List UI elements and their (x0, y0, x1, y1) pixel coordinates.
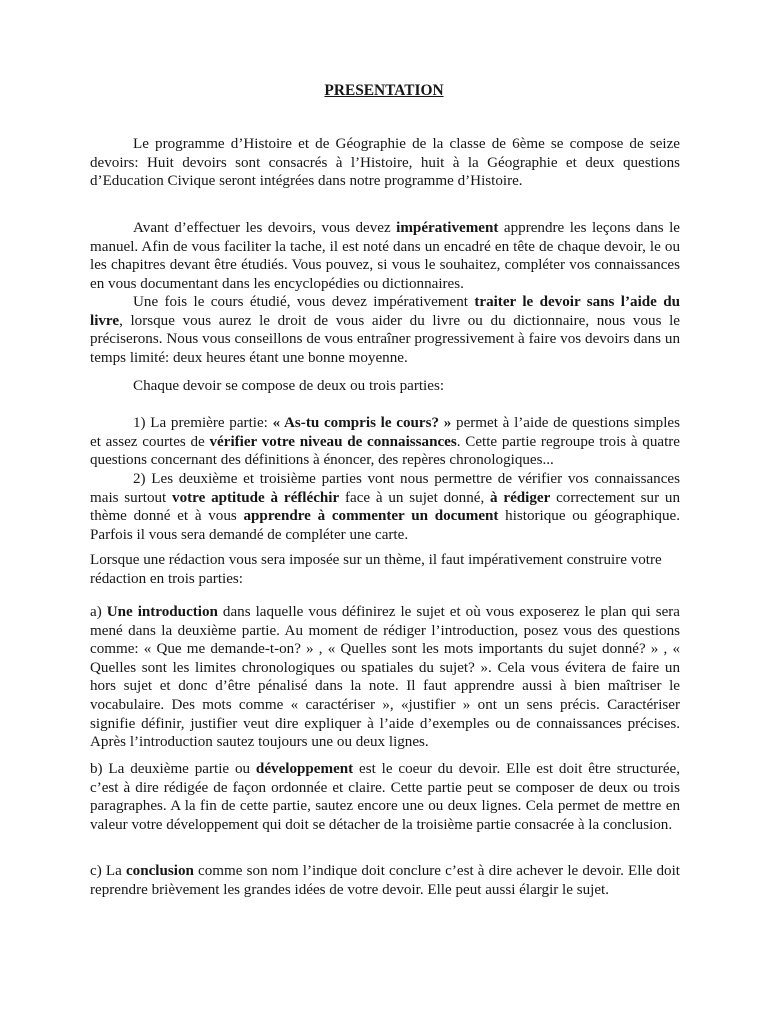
paragraph-development: b) La deuxième partie ou développement est le coeur du devoir. Elle est doit être structurée, c’est à dire rédigée de façon ordonnée et claire. Cette partie peut se composer de deux ou trois paragraphes. A la fin de cette partie, sautez encore une ou deux lignes. Cela permet de mettre en valeur votre développement qui doit se détacher de la troisième partie consacrée à la conclusion. (90, 761, 680, 833)
page-title: PRESENTATION (324, 82, 444, 99)
bold-text: vérifier votre niveau de connaissances (209, 433, 457, 450)
bold-text: Une introduction (106, 604, 218, 620)
paragraph-program: Le programme d’Histoire et de Géographie de la classe de 6ème se compose de seize devoirs: Huit devoirs sont consacrés à l’Histoire, huit à la Géographie et deux questions d’Education Civique seront intégrées dans notre programme d’Histoire. (90, 136, 680, 190)
paragraph-parts-intro: Chaque devoir se compose de deux ou trois parties: (133, 378, 445, 394)
bold-text: développement (255, 761, 354, 777)
paragraph-conclusion: c) La conclusion comme son nom l’indique doit conclure c’est à dire achever le devoir. Elle doit reprendre brièvement les grandes idées de votre devoir. Elle peut aussi élargir le sujet. (90, 863, 680, 898)
paragraph-after-lesson: Une fois le cours étudié, vous devez impérativement traiter le devoir sans l’aide du livre, lorsque vous aurez le droit de vous aider du livre ou du dictionnaire, nous vous le préciserons. Nous vous conseillons de vous entraîner progressivement à faire vos devoirs dans un temps limité: deux heures étant une bonne moyenne. (90, 294, 681, 366)
bold-text: conclusion (125, 863, 194, 879)
bold-text: traiter le devoir sans l’aide du livre (90, 294, 681, 329)
bold-text: votre aptitude à réfléchir (172, 489, 340, 506)
bold-text: impérativement (396, 220, 499, 236)
bold-text: à rédiger (490, 489, 551, 506)
paragraph-essay-structure: Lorsque une rédaction vous sera imposée sur un thème, il faut impérativement construire votre rédaction en trois parties: (90, 552, 662, 587)
bold-text: « As-tu compris le cours? » (272, 415, 452, 431)
paragraph-first-part: 1) La première partie: « As-tu compris le cours? » permet à l’aide de questions simples et assez courtes de vérifier votre niveau de connaissances. Cette partie regroupe trois à quatre questions concernant des définitions à énoncer, des repères chronologiques... (90, 415, 681, 469)
bold-text: apprendre à commenter un document (243, 508, 499, 525)
paragraph-before-homework: Avant d’effectuer les devoirs, vous devez impérativement apprendre les leçons dans le manuel. Afin de vous faciliter la tache, il est noté dans un encadré en tête de chaque devoir, le ou les chapitres devant être étudiés. Vous pouvez, si vous le souhaitez, compléter vos connaissances en vous documentant dans les encyclopédies ou dictionnaires. (90, 220, 680, 292)
paragraph-introduction: a) Une introduction dans laquelle vous définirez le sujet et où vous exposerez le plan qui sera mené dans la deuxième partie. Au moment de rédiger l’introduction, posez vous des questions comme: « Que me demande-t-on? » , « Quelles sont les mots importants du sujet donné? » , « Quelles sont les limites chronologiques ou spatiales du sujet? ». Cela vous évitera de faire un hors sujet et donc d’être pénalisé dans la note. Il faut apprendre aussi à bien maîtriser le vocabulaire. Des mots comme « caractériser », «justifier » ont un sens précis. Caractériser signifie définir, justifier veut dire expliquer à l’aide d’exemples ou de connaissances précises. Après l’introduction sautez toujours une ou deux lignes. (90, 604, 680, 751)
paragraph-second-third-parts: 2) Les deuxième et troisième parties vont nous permettre de vérifier vos connaissances mais surtout votre aptitude à réfléchir face à un sujet donné, à rédiger correctement sur un thème donné et à vous apprendre à commenter un document historique ou géographique. Parfois il vous sera demandé de compléter une carte. (90, 471, 681, 543)
